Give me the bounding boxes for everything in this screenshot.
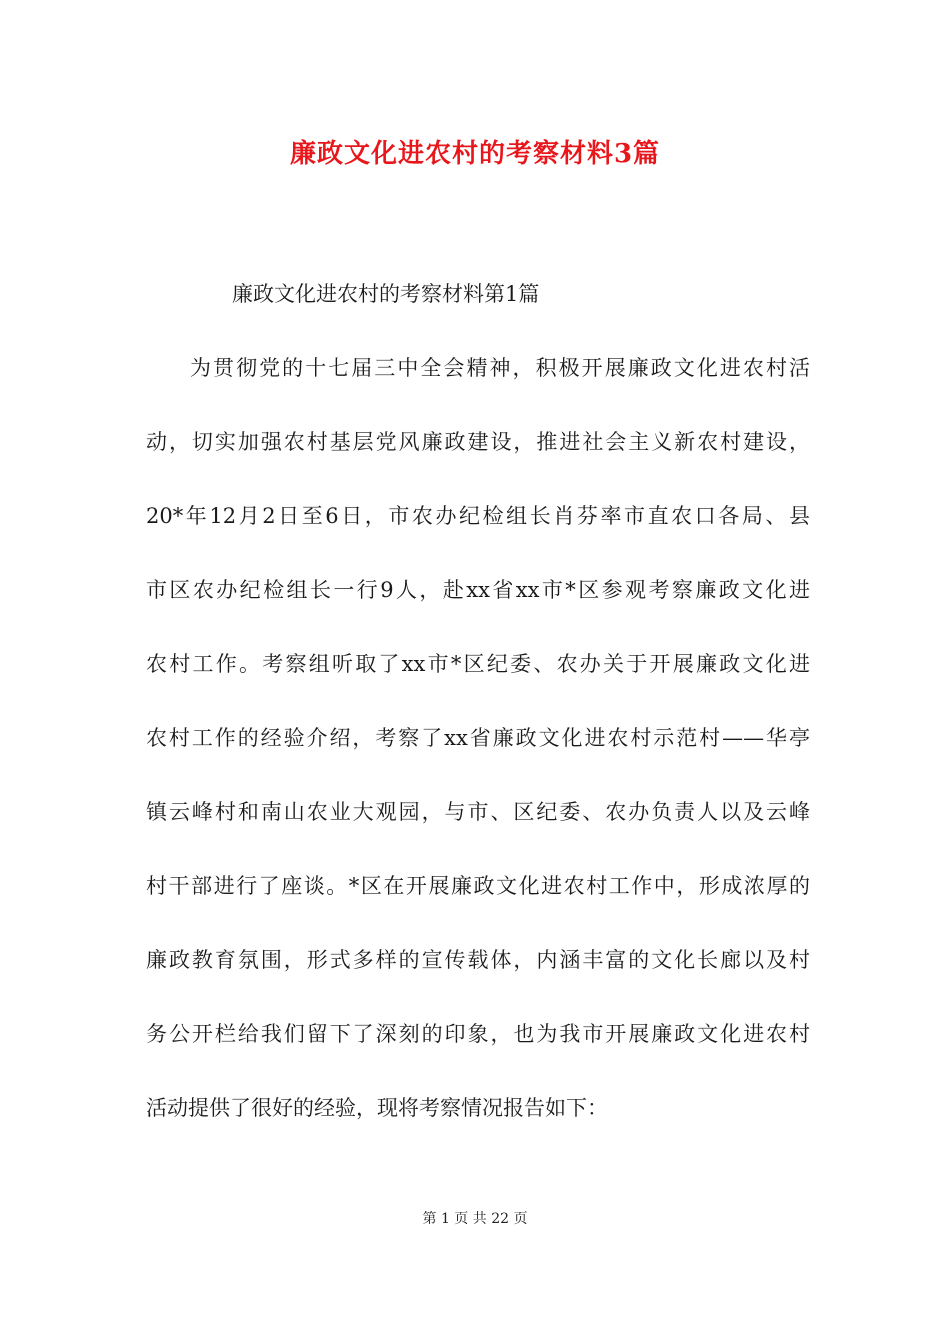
paragraph-line: 20*年12月2日至6日，市农办纪检组长肖芬率市直农口各局、县 bbox=[146, 504, 810, 528]
paragraph-line: 村干部进行了座谈。*区在开展廉政文化进农村工作中，形成浓厚的 bbox=[146, 874, 810, 898]
paragraph-line: 镇云峰村和南山农业大观园，与市、区纪委、农办负责人以及云峰 bbox=[146, 800, 810, 824]
paragraph-line: 廉政教育氛围，形式多样的宣传载体，内涵丰富的文化长廊以及村 bbox=[146, 948, 810, 972]
paragraph-line: 活动提供了很好的经验，现将考察情况报告如下： bbox=[146, 1096, 608, 1120]
section-heading: 廉政文化进农村的考察材料第1篇 bbox=[232, 282, 540, 306]
page-footer: 第 1 页 共 22 页 bbox=[422, 1211, 528, 1227]
paragraph-line: 市区农办纪检组长一行9人，赴xx省xx市*区参观考察廉政文化进 bbox=[146, 578, 810, 602]
document-title: 廉政文化进农村的考察材料3篇 bbox=[289, 139, 661, 169]
body-paragraph bbox=[146, 348, 810, 1162]
paragraph-line: 农村工作的经验介绍，考察了xx省廉政文化进农村示范村——华亭 bbox=[146, 726, 810, 750]
paragraph-line: 动，切实加强农村基层党风廉政建设，推进社会主义新农村建设， bbox=[146, 430, 810, 454]
paragraph-line: 务公开栏给我们留下了深刻的印象，也为我市开展廉政文化进农村 bbox=[146, 1022, 810, 1046]
paragraph-line: 农村工作。考察组听取了xx市*区纪委、农办关于开展廉政文化进 bbox=[146, 652, 810, 676]
paragraph-line: 为贯彻党的十七届三中全会精神，积极开展廉政文化进农村活 bbox=[190, 356, 810, 380]
